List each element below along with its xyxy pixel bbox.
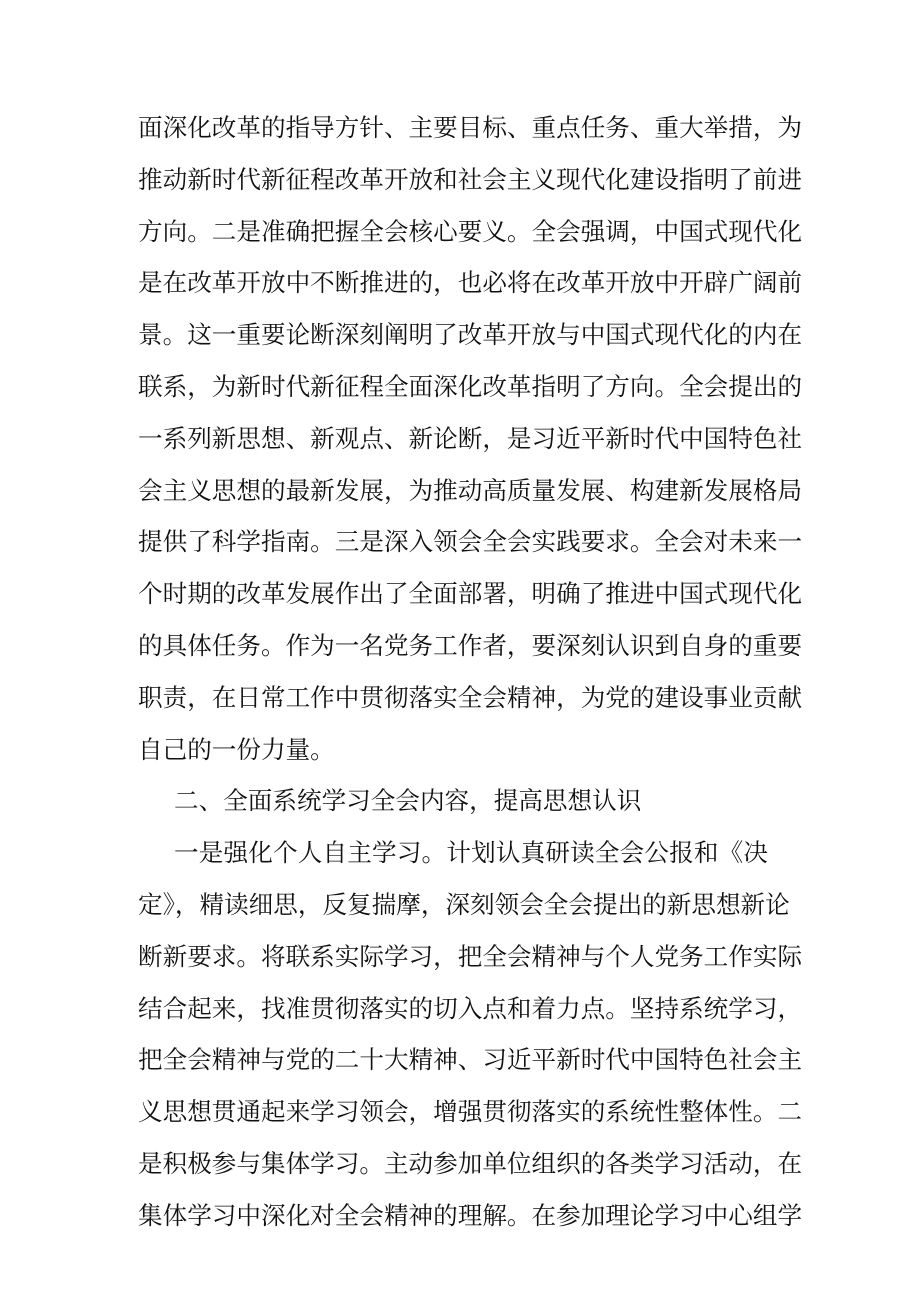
section-heading: 二、全面系统学习全会内容，提高思想认识 [174, 786, 642, 816]
text-line: 定》，精读细思，反复揣摩，深刻领会全会提出的新思想新论 [138, 889, 790, 919]
text-line: 是在改革开放中不断推进的，也必将在改革开放中开辟广阔前 [138, 268, 803, 298]
text-line: 推动新时代新征程改革开放和社会主义现代化建设指明了前进 [138, 164, 803, 194]
text-line: 提供了科学指南。三是深入领会全会实践要求。全会对未来一 [138, 527, 803, 557]
text-line: 个时期的改革发展作出了全面部署，明确了推进中国式现代化 [138, 579, 803, 609]
text-line: 方向。二是准确把握全会核心要义。全会强调，中国式现代化 [138, 216, 803, 246]
text-line: 一系列新思想、新观点、新论断，是习近平新时代中国特色社 [138, 423, 803, 453]
paragraph-first-line: 一是强化个人自主学习。计划认真研读全会公报和《决 [174, 838, 768, 868]
text-line: 集体学习中深化对全会精神的理解。在参加理论学习中心组学 [138, 1200, 803, 1230]
text-line: 职责，在日常工作中贯彻落实全会精神，为党的建设事业贡献 [138, 682, 803, 712]
text-line: 联系，为新时代新征程全面深化改革指明了方向。全会提出的 [138, 371, 803, 401]
text-line: 会主义思想的最新发展，为推动高质量发展、构建新发展格局 [138, 475, 803, 505]
text-line: 自己的一份力量。 [138, 734, 335, 764]
text-line: 把全会精神与党的二十大精神、习近平新时代中国特色社会主 [138, 1045, 803, 1075]
text-line: 面深化改革的指导方针、主要目标、重点任务、重大举措，为 [138, 113, 803, 142]
text-line: 断新要求。将联系实际学习，把全会精神与个人党务工作实际 [138, 941, 803, 971]
text-line: 义思想贯通起来学习领会，增强贯彻落实的系统性整体性。二 [138, 1097, 803, 1127]
document-body [138, 102, 803, 1242]
text-line: 景。这一重要论断深刻阐明了改革开放与中国式现代化的内在 [138, 320, 803, 350]
text-line: 结合起来，找准贯彻落实的切入点和着力点。坚持系统学习， [138, 993, 803, 1023]
text-line: 是积极参与集体学习。主动参加单位组织的各类学习活动，在 [138, 1148, 803, 1178]
text-line: 的具体任务。作为一名党务工作者，要深刻认识到自身的重要 [138, 630, 803, 660]
